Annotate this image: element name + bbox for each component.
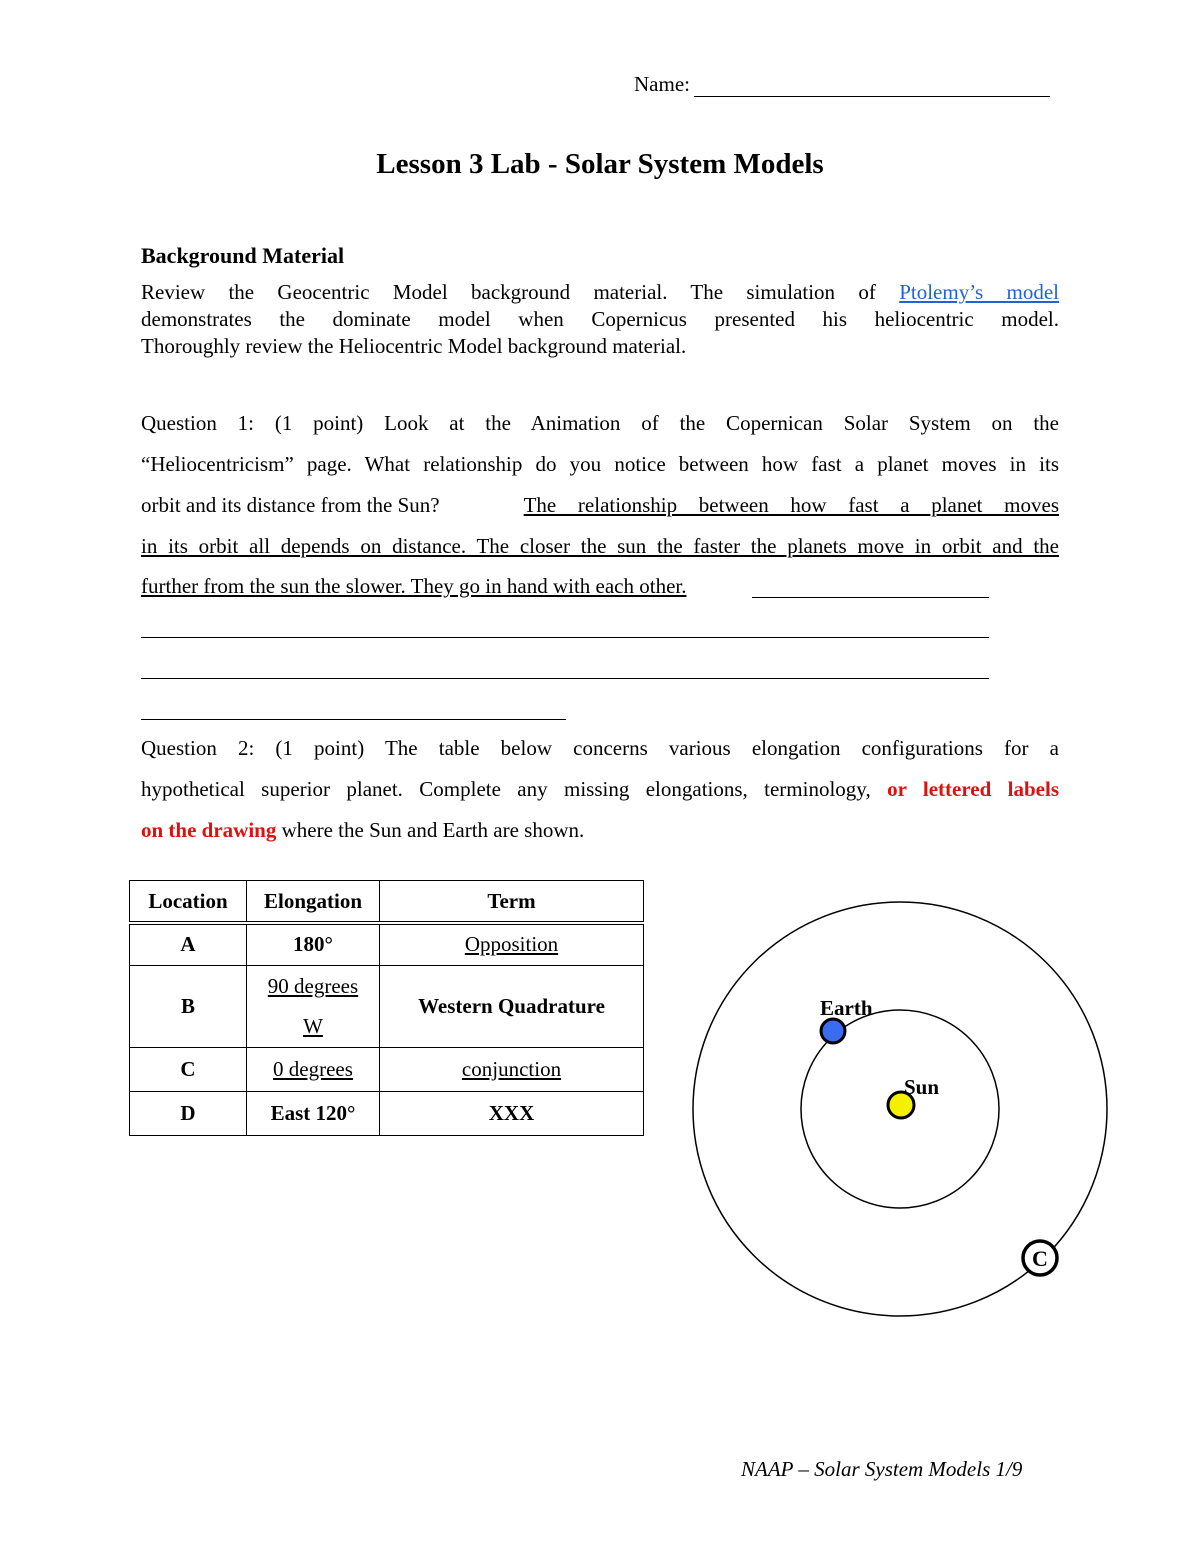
- name-blank[interactable]: [694, 76, 1050, 97]
- name-field: [634, 72, 1050, 97]
- page-footer: NAAP – Solar System Models 1/9: [741, 1457, 1023, 1481]
- header-location: Location: [130, 881, 247, 924]
- table-row: [130, 1091, 644, 1135]
- cell-term[interactable]: [380, 923, 644, 965]
- elongation-answer: 0 degrees: [273, 1056, 353, 1081]
- cell-location: A: [130, 923, 247, 965]
- question1-prompt-end: orbit and its distance from the Sun?: [141, 493, 440, 517]
- table-row: [130, 923, 644, 965]
- answer1-blank-tail: [752, 597, 989, 598]
- background-heading: Background Material: [141, 243, 345, 268]
- elongation-table: [129, 880, 644, 1136]
- elongation-answer-2: W: [303, 1014, 323, 1038]
- term-answer: conjunction: [461, 1056, 562, 1081]
- answer1-blank-line[interactable]: [141, 678, 989, 679]
- question2-line2: [141, 777, 1059, 802]
- question1-line3: [141, 493, 1059, 518]
- question1-line1: Question 1: (1 point) Look at the Animation of the Copernican Solar System on the: [141, 411, 1059, 435]
- answer1-line1: The relationship between how fast a planet moves: [523, 493, 1059, 517]
- earth-marker: [821, 1019, 845, 1043]
- table-row: [130, 965, 644, 1047]
- question2-line1: Question 2: (1 point) The table below concerns various elongation configurations for a: [141, 736, 1059, 760]
- question2-line3-text: where the Sun and Earth are shown.: [281, 818, 585, 842]
- orbit-diagram: [680, 890, 1120, 1330]
- term-answer: Opposition: [464, 932, 559, 957]
- table-header-row: [130, 881, 644, 924]
- cell-location: D: [130, 1091, 247, 1135]
- question2-red-emphasis: or lettered labels: [887, 777, 1060, 801]
- cell-elongation: 180°: [247, 923, 380, 965]
- header-term: Term: [380, 881, 644, 924]
- sun-label: Sun: [904, 1075, 940, 1099]
- answer1-line1-wrap[interactable]: [446, 493, 1059, 518]
- cell-location: B: [130, 965, 247, 1047]
- answer1-line3-wrap[interactable]: [141, 574, 1059, 599]
- answer1-line2[interactable]: in its orbit all depends on distance. The closer the sun the faster the planets move in orbit and the: [141, 534, 1059, 558]
- cell-term: Western Quadrature: [380, 965, 644, 1047]
- background-text-1: Review the Geocentric Model background material. The simulation of: [141, 280, 876, 304]
- page-title: Lesson 3 Lab - Solar System Models: [376, 148, 824, 180]
- table-row: [130, 1047, 644, 1091]
- answer1-blank-line[interactable]: [141, 719, 566, 720]
- background-text-2: demonstrates the dominate model when Copernicus presented his heliocentric model.: [141, 307, 1059, 331]
- elongation-answer: 90 degrees: [267, 974, 359, 998]
- planet-c-label: C: [1032, 1246, 1048, 1271]
- name-label: Name:: [634, 72, 690, 96]
- background-paragraph: [141, 279, 1059, 360]
- earth-label: Earth: [820, 996, 873, 1020]
- header-elongation: Elongation: [247, 881, 380, 924]
- question2-line3: [141, 818, 1059, 843]
- cell-elongation: East 120°: [247, 1091, 380, 1135]
- question2-line2-text: hypothetical superior planet. Complete any missing elongations, terminology,: [141, 777, 871, 801]
- cell-elongation[interactable]: [247, 1047, 380, 1091]
- question2-red-emphasis-2: on the drawing: [141, 818, 277, 842]
- ptolemy-model-link[interactable]: Ptolemy’s model: [899, 280, 1060, 304]
- background-text-3: Thoroughly review the Heliocentric Model background material.: [141, 334, 687, 358]
- cell-term: XXX: [380, 1091, 644, 1135]
- question1-line2: “Heliocentricism” page. What relationship do you notice between how fast a planet moves in its: [141, 452, 1059, 476]
- cell-location: C: [130, 1047, 247, 1091]
- cell-elongation[interactable]: [247, 965, 380, 1047]
- cell-term[interactable]: [380, 1047, 644, 1091]
- answer1-blank-line[interactable]: [141, 637, 989, 638]
- answer1-line3: further from the sun the slower. They go in hand with each other.: [141, 574, 687, 598]
